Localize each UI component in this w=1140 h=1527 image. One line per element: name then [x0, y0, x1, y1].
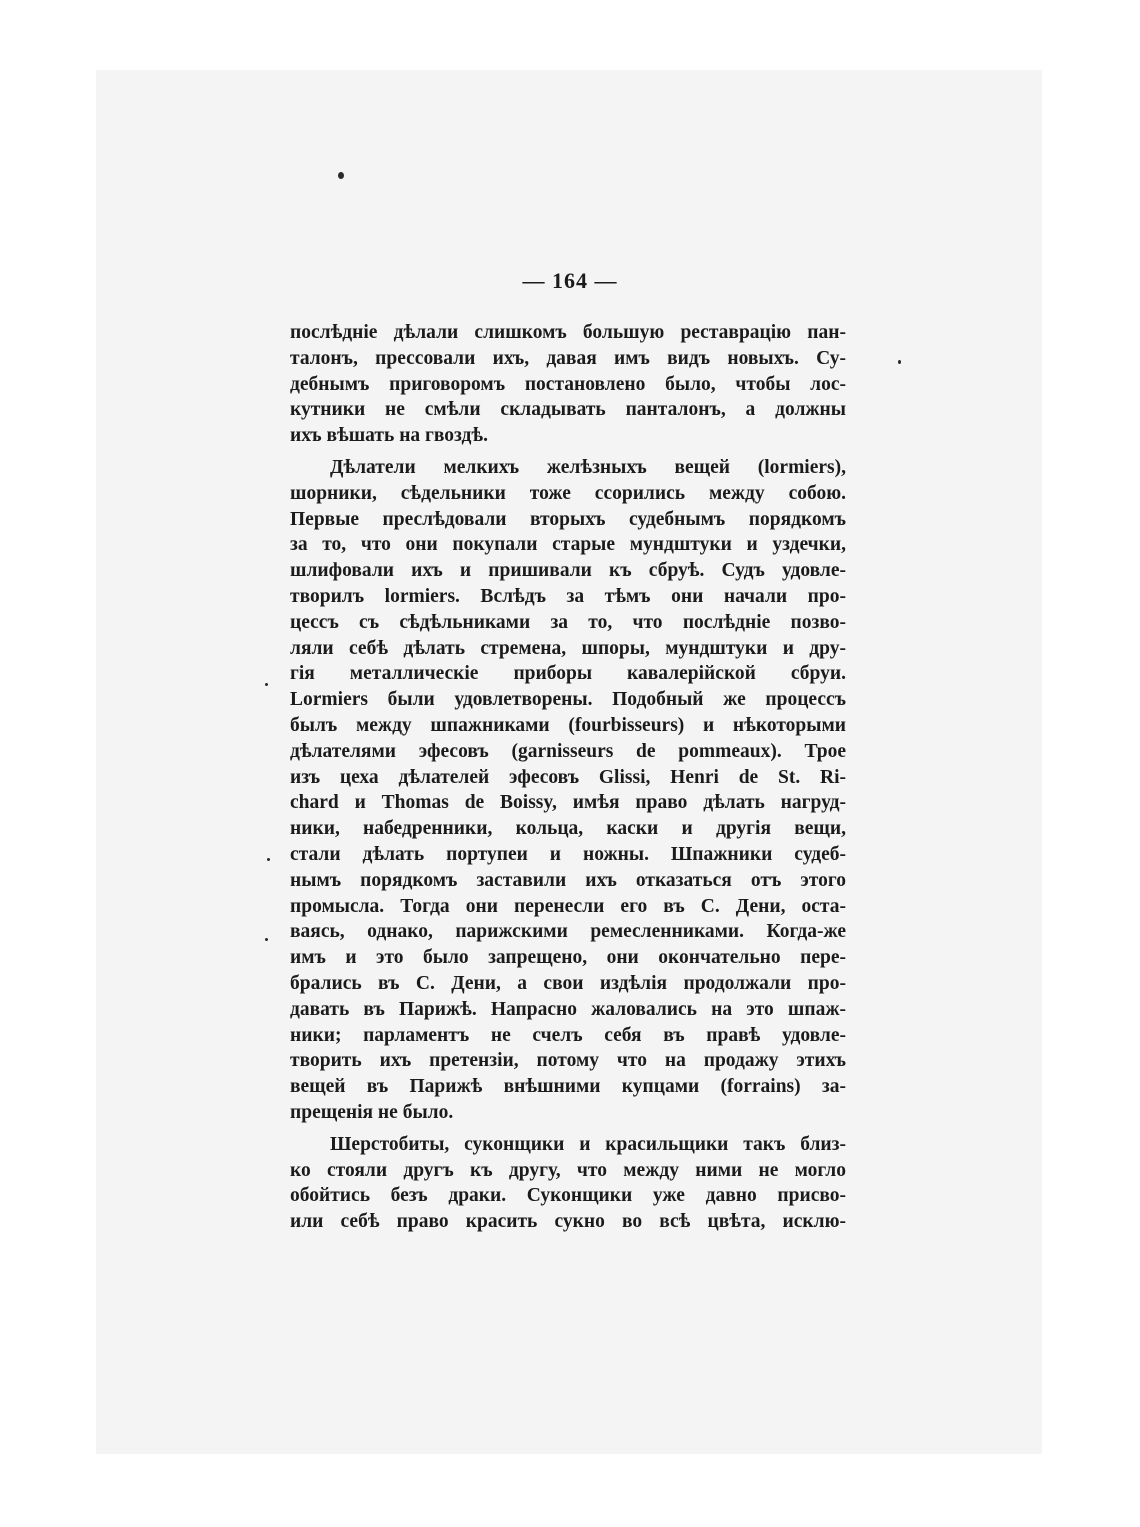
text-line: или себѣ право красить сукно во всѣ цвѣта, исклю- [290, 1211, 846, 1233]
ink-speck [338, 172, 344, 179]
text-line: цессъ съ сѣдѣльниками за то, что послѣдніе позво- [290, 611, 846, 633]
ink-speck [265, 938, 268, 941]
paragraph [290, 1132, 846, 1235]
text-line: обойтись безъ драки. Суконщики уже давно присво- [290, 1185, 846, 1207]
text-line: вещей въ Парижѣ внѣшними купцами (forrains) за- [290, 1076, 846, 1098]
text-line: ники, набедренники, кольца, каски и другія вещи, [290, 818, 846, 840]
text-line: кутники не смѣли складывать панталонъ, а должны [290, 399, 846, 421]
text-line: Lormiers были удовлетворены. Подобный же процессъ [290, 689, 846, 711]
text-line: промысла. Тогда они перенесли его въ С. Дени, оста- [290, 895, 846, 917]
text-line: имъ и это было запрещено, они окончательно пере- [290, 947, 846, 969]
text-line: творить ихъ претензіи, потому что на продажу этихъ [290, 1050, 846, 1072]
text-line: шорники, сѣдельники тоже ссорились между собою. [290, 482, 846, 504]
text-line: за то, что они покупали старые мундштуки и уздечки, [290, 534, 846, 556]
text-line: шлифовали ихъ и пришивали къ сбруѣ. Судъ удовле- [290, 560, 846, 582]
text-line: изъ цеха дѣлателей эфесовъ Glissi, Henri de St. Ri- [290, 766, 846, 788]
text-line: талонъ, прессовали ихъ, давая имъ видъ новыхъ. Су- [290, 347, 846, 369]
ink-speck [265, 683, 268, 686]
text-line: гія металлическіе приборы кавалерійской сбруи. [290, 663, 846, 685]
paragraph [290, 320, 846, 449]
paragraph [290, 455, 846, 1126]
page-number: — 164 — [522, 268, 618, 293]
text-line: нымъ порядкомъ заставили ихъ отказаться отъ этого [290, 869, 846, 891]
ink-speck [898, 360, 901, 364]
text-line: давать въ Парижѣ. Напрасно жаловались на это шпаж- [290, 998, 846, 1020]
text-line: дебнымъ приговоромъ постановлено было, чтобы лос- [290, 373, 846, 395]
text-line: ихъ вѣшать на гвоздѣ. [290, 425, 488, 447]
text-line: послѣдніе дѣлали слишкомъ большую реставрацію пан- [290, 322, 846, 343]
text-line: Шерстобиты, суконщики и красильщики такъ близ- [330, 1133, 846, 1155]
text-line: стали дѣлать портупеи и ножны. Шпажники судеб- [290, 843, 846, 865]
text-line: ники; парламентъ не счелъ себя въ правѣ удовле- [290, 1024, 846, 1046]
text-line: chard и Thomas de Boissy, имѣя право дѣлать нагруд- [290, 792, 846, 814]
text-line: Первые преслѣдовали вторыхъ судебнымъ порядкомъ [290, 508, 846, 530]
text-line: прещенія не было. [290, 1101, 454, 1123]
text-line: ко стояли другъ къ другу, что между ними не могло [290, 1159, 846, 1181]
text-line: ваясь, однако, парижскими ремесленниками. Когда-же [290, 921, 846, 943]
text-line: Дѣлатели мелкихъ желѣзныхъ вещей (lormiers), [330, 456, 846, 478]
text-line: творилъ lormiers. Вслѣдъ за тѣмъ они начали про- [290, 585, 846, 607]
body-text [290, 320, 846, 1235]
text-line: ляли себѣ дѣлать стремена, шпоры, мундштуки и дру- [290, 637, 846, 659]
ink-speck [267, 858, 270, 861]
text-line: былъ между шпажниками (fourbisseurs) и нѣкоторыми [290, 714, 846, 736]
text-line: дѣлателями эфесовъ (garnisseurs de pommeaux). Трое [290, 740, 846, 762]
text-line: брались въ С. Дени, а свои издѣлія продолжали про- [290, 972, 846, 994]
